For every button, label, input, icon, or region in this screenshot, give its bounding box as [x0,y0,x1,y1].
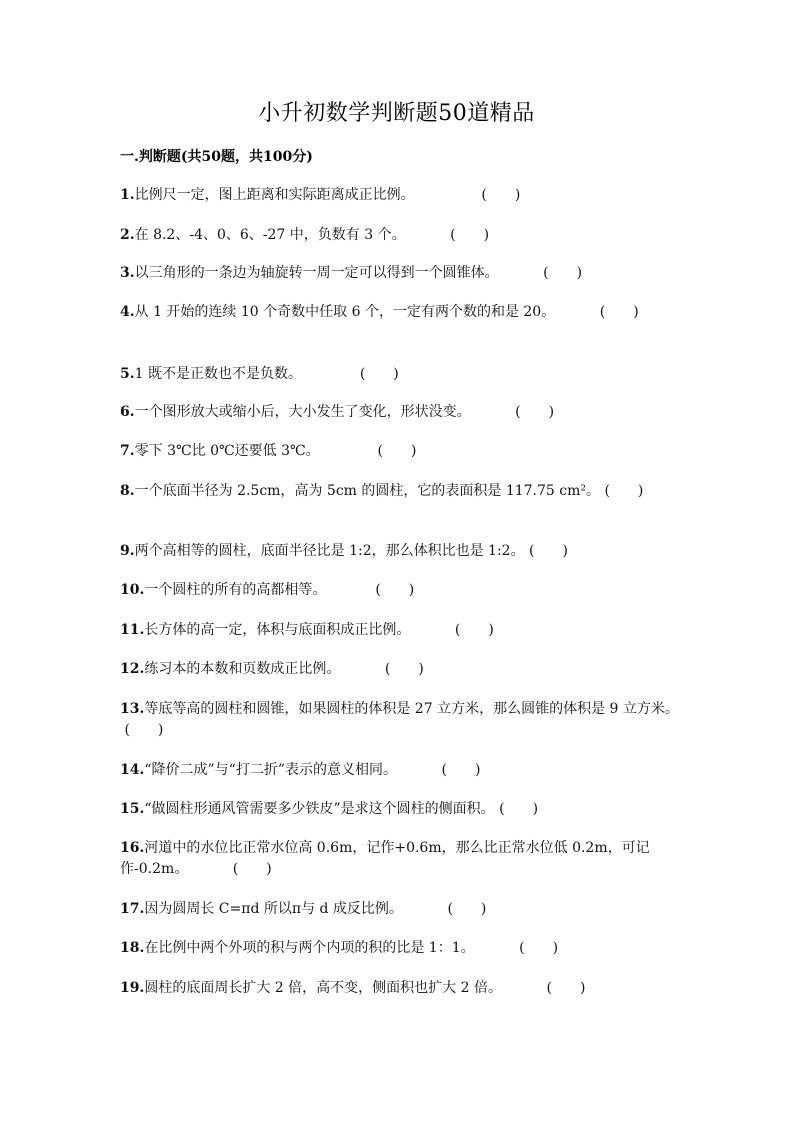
answer-bracket: ( ) [384,661,424,677]
answer-bracket: ( ) [377,443,417,459]
question-text: 一个图形放大或缩小后，大小发生了变化，形状没变。 [134,404,471,420]
question-7 [120,441,680,462]
answer-spacing [499,263,544,284]
question-3 [120,263,680,284]
question-17 [120,899,680,920]
question-text: 因为圆周长 C=πd 所以π与 d 成反比例。 [144,901,403,917]
question-9 [120,541,680,562]
question-13 [120,699,680,741]
question-number: 14. [120,762,145,778]
answer-bracket: ( ) [447,901,487,917]
question-text: 两个高相等的圆柱，底面半径比是 1:2，那么体积比也是 1:2。 [134,543,525,559]
answer-spacing [403,899,448,920]
answer-spacing [320,441,378,462]
answer-bracket: ( ) [599,304,639,320]
question-text: 在 8.2、-4、0、6、-27 中，负数有 3 个。 [134,227,406,243]
answer-bracket: ( ) [515,404,555,420]
question-text: 在比例中两个外项的积与两个内项的积的比是 1：1。 [144,940,475,956]
answer-bracket: ( ) [124,722,164,738]
question-number: 19. [120,980,145,996]
answer-bracket: ( ) [359,366,399,382]
question-text: 从 1 开始的连续 10 个奇数中任取 6 个，一定有两个数的和是 20。 [134,304,556,320]
question-text: 圆柱的底面周长扩大 2 倍，高不变，侧面积也扩大 2 倍。 [144,980,502,996]
answer-spacing [302,364,360,385]
question-number: 6. [120,404,135,420]
question-number: 3. [120,265,135,281]
answer-spacing [326,580,375,601]
answer-bracket: ( ) [450,227,490,243]
question-number: 18. [120,940,145,956]
question-number: 1. [120,187,135,203]
question-number: 11. [120,622,145,638]
section-heading: 一.判断题(共50题，共100分) [120,149,313,165]
answer-bracket: ( ) [499,801,539,817]
question-number: 7. [120,443,135,459]
question-8 [120,481,680,502]
question-5 [120,364,680,385]
question-text: 等底等高的圆柱和圆锥，如果圆柱的体积是 27 立方米，那么圆锥的体积是 9 立方米。 [144,701,679,717]
question-4 [120,302,680,323]
question-text: 河道中的水位比正常水位高 0.6m，记作+0.6m，那么比正常水位低 0.2m，可记作-0.2m。 [120,840,650,877]
answer-bracket: ( ) [529,543,568,559]
question-2 [120,225,680,246]
question-10 [120,580,680,601]
answer-spacing [406,225,451,246]
answer-bracket: ( ) [519,940,559,956]
question-text: 练习本的本数和页数成正比例。 [144,661,341,677]
question-number: 17. [120,901,145,917]
answer-spacing [502,978,547,999]
question-text: 比例尺一定，图上距离和实际距离成正比例。 [134,187,415,203]
answer-spacing [555,302,600,323]
question-text: 一个底面半径为 2.5cm，高为 5cm 的圆柱，它的表面积是 117.75 cm²。 [134,483,600,499]
question-number: 10. [120,582,145,598]
answer-spacing [471,402,516,423]
question-text: 长方体的高一定，体积与底面积成正比例。 [144,622,411,638]
question-text: 零下 3℃比 0℃还要低 3℃。 [134,443,320,459]
answer-spacing [475,938,520,959]
page-title: 小升初数学判断题50道精品 [258,101,535,126]
question-text: “降价二成”与“打二折”表示的意义相同。 [144,762,397,778]
question-11 [120,620,680,641]
question-number: 12. [120,661,145,677]
question-1 [120,185,680,206]
question-text: 1 既不是正数也不是负数。 [134,366,302,382]
question-number: 8. [120,483,135,499]
question-number: 16. [120,840,145,856]
answer-bracket: ( ) [543,265,583,281]
question-6 [120,402,680,423]
answer-bracket: ( ) [546,980,586,996]
question-14 [120,760,680,781]
question-18 [120,938,680,959]
answer-spacing [340,659,385,680]
answer-spacing [415,185,482,206]
answer-bracket: ( ) [232,861,272,877]
question-number: 13. [120,701,145,717]
answer-spacing [397,760,442,781]
question-number: 15. [120,801,145,817]
question-19 [120,978,680,999]
question-15 [120,799,680,820]
answer-bracket: ( ) [481,187,521,203]
answer-bracket: ( ) [441,762,481,778]
question-12 [120,659,680,680]
question-number: 4. [120,304,135,320]
answer-bracket: ( ) [375,582,415,598]
question-number: 2. [120,227,135,243]
answer-bracket: ( ) [604,483,644,499]
question-number: 5. [120,366,135,382]
question-text: 以三角形的一条边为轴旋转一周一定可以得到一个圆锥体。 [134,265,499,281]
answer-bracket: ( ) [454,622,494,638]
answer-spacing [188,859,233,880]
answer-spacing [410,620,455,641]
question-text: 一个圆柱的所有的高都相等。 [144,582,327,598]
question-text: “做圆柱形通风管需要多少铁皮”是求这个圆柱的侧面积。 [144,801,495,817]
question-16 [120,838,680,880]
question-number: 9. [120,543,135,559]
